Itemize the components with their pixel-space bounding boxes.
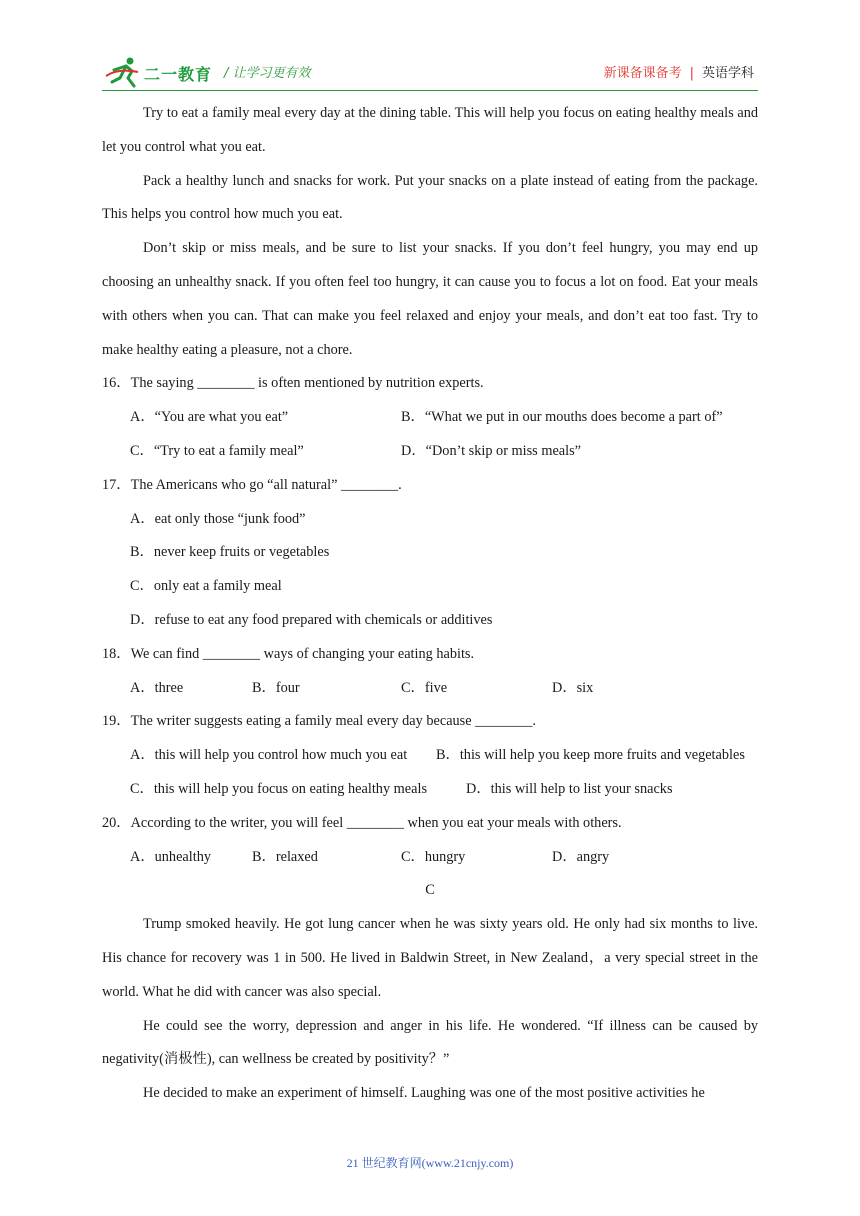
section-heading-c: C [425, 882, 435, 899]
option-a: A．eat only those “junk food” [130, 510, 306, 527]
question-19-stem: 19．The writer suggests eating a family meal every day because ________. [102, 713, 536, 730]
option-b: B．never keep fruits or vegetables [130, 544, 330, 561]
question-16-options-row-2 [102, 435, 758, 469]
question-19-options-row-1 [102, 739, 758, 773]
question-17-option-a [102, 503, 758, 537]
question-17-option-c [102, 570, 758, 604]
option-a: A．“You are what you eat” [130, 409, 289, 426]
option-c: C．this will help you focus on eating healthy meals [130, 780, 428, 797]
page-header [0, 0, 860, 92]
option-a: A．three [130, 679, 184, 696]
question-20-options [102, 841, 758, 875]
question-18-options [102, 672, 758, 706]
header-rule [102, 90, 758, 91]
question-20-stem: 20．According to the writer, you will feel ________ when you eat your meals with others. [102, 814, 622, 831]
runner-logo-icon [104, 56, 144, 88]
option-b: B．“What we put in our mouths does become a part of” [401, 409, 723, 426]
paragraph: He could see the worry, depression and anger in his life. He wondered. “If illness can be caused by negativity(消极性), can wellness be created by positivity？” [102, 1017, 758, 1068]
logo-text: 二一教育 [144, 65, 213, 84]
question-17-option-d [102, 604, 758, 638]
option-c: C．hungry [401, 848, 466, 865]
paragraph: He decided to make an experiment of himself. Laughing was one of the most positive activities he [143, 1085, 705, 1102]
logo [104, 56, 214, 88]
option-d: D．this will help to list your snacks [466, 780, 673, 797]
header-course-label: 新课备课备考 [603, 66, 682, 81]
question-17-stem: 17．The Americans who go “all natural” ________. [102, 476, 402, 493]
header-slogan: / 让学习更有效 [224, 66, 311, 81]
option-c: C．“Try to eat a family meal” [130, 442, 304, 459]
paragraph: Trump smoked heavily. He got lung cancer when he was sixty years old. He only had six months to live. His chance for recovery was 1 in 500. He lived in Baldwin Street, in New Zealand，a very special street in the world. What he did with cancer was also special. [102, 916, 758, 1000]
question-19-options-row-2 [102, 773, 758, 807]
page-footer: 21 世纪教育网(www.21cnjy.com) [346, 1156, 514, 1170]
paragraph: Try to eat a family meal every day at the dining table. This will help you focus on eating healthy meals and let you control what you eat. [102, 105, 758, 155]
question-16-stem: 16．The saying ________ is often mentioned by nutrition experts. [102, 375, 484, 392]
option-d: D．six [552, 679, 594, 696]
question-16-options-row-1 [102, 401, 758, 435]
option-b: B．relaxed [252, 848, 318, 865]
paragraph: Don’t skip or miss meals, and be sure to list your snacks. If you don’t feel hungry, you may end up choosing an unhealthy snack. If you often feel too hungry, it can cause you to focus a lot on food. Eat your meals with others when you can. That can make you feel relaxed and enjoy your meals, and don’t eat too fast. Try to make healthy eating a pleasure, not a chore. [102, 240, 758, 358]
document-body [102, 97, 758, 1111]
option-c: C．five [401, 679, 448, 696]
header-subject-label: 英语学科 [701, 66, 754, 81]
paragraph: Pack a healthy lunch and snacks for work. Put your snacks on a plate instead of eating from the package. This helps you control how much you eat. [102, 172, 758, 223]
header-separator: | [689, 66, 694, 81]
option-a: A．unhealthy [130, 848, 211, 865]
question-17-option-b [102, 536, 758, 570]
option-d: D．refuse to eat any food prepared with chemicals or additives [130, 611, 493, 628]
header-right [604, 62, 754, 81]
option-a: A．this will help you control how much you eat [130, 747, 408, 764]
question-18-stem: 18．We can find ________ ways of changing your eating habits. [102, 645, 475, 662]
option-b: B．this will help you keep more fruits and vegetables [436, 747, 745, 764]
option-b: B．four [252, 679, 300, 696]
option-d: D．angry [552, 848, 610, 865]
option-c: C．only eat a family meal [130, 578, 282, 595]
option-d: D．“Don’t skip or miss meals” [401, 442, 582, 459]
